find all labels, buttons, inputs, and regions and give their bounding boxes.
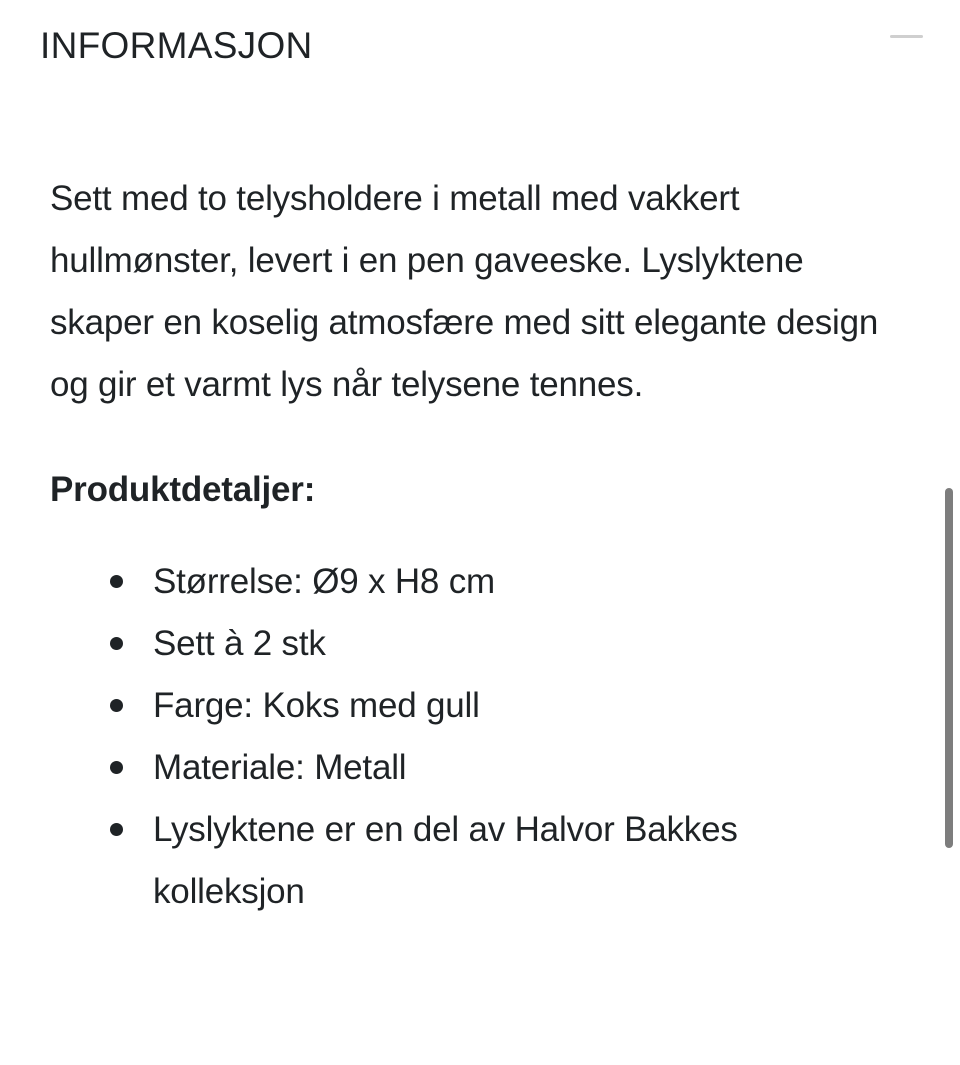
bullet-icon bbox=[110, 637, 123, 650]
bullet-icon bbox=[110, 823, 123, 836]
list-item bbox=[50, 737, 853, 799]
minus-icon-bar bbox=[890, 35, 923, 38]
detail-collection: Lyslyktene er en del av Halvor Bakkes kolleksjon bbox=[153, 810, 738, 911]
list-item bbox=[50, 551, 853, 613]
accordion-header-informasjon[interactable] bbox=[0, 0, 960, 100]
bullet-icon bbox=[110, 699, 123, 712]
detail-size: Størrelse: Ø9 x H8 cm bbox=[153, 562, 495, 601]
vertical-scrollbar[interactable] bbox=[945, 488, 953, 848]
product-description: Sett med to telysholdere i metall med vakkert hullmønster, levert i en pen gaveeske. Lyslyktene skaper en koselig atmosfære med sitt elegante design og gir et varmt lys når telysene tennes. bbox=[50, 179, 879, 404]
bullet-icon bbox=[110, 575, 123, 588]
product-details-list bbox=[50, 551, 900, 923]
minus-icon[interactable] bbox=[890, 34, 923, 39]
detail-material: Materiale: Metall bbox=[153, 748, 407, 787]
list-item bbox=[50, 613, 853, 675]
bullet-icon bbox=[110, 761, 123, 774]
section-title: INFORMASJON bbox=[40, 25, 313, 66]
detail-quantity: Sett à 2 stk bbox=[153, 624, 326, 663]
accordion-content bbox=[50, 168, 900, 923]
product-details-heading: Produktdetaljer: bbox=[50, 470, 316, 509]
detail-color: Farge: Koks med gull bbox=[153, 686, 480, 725]
list-item bbox=[50, 799, 853, 923]
list-item bbox=[50, 675, 853, 737]
